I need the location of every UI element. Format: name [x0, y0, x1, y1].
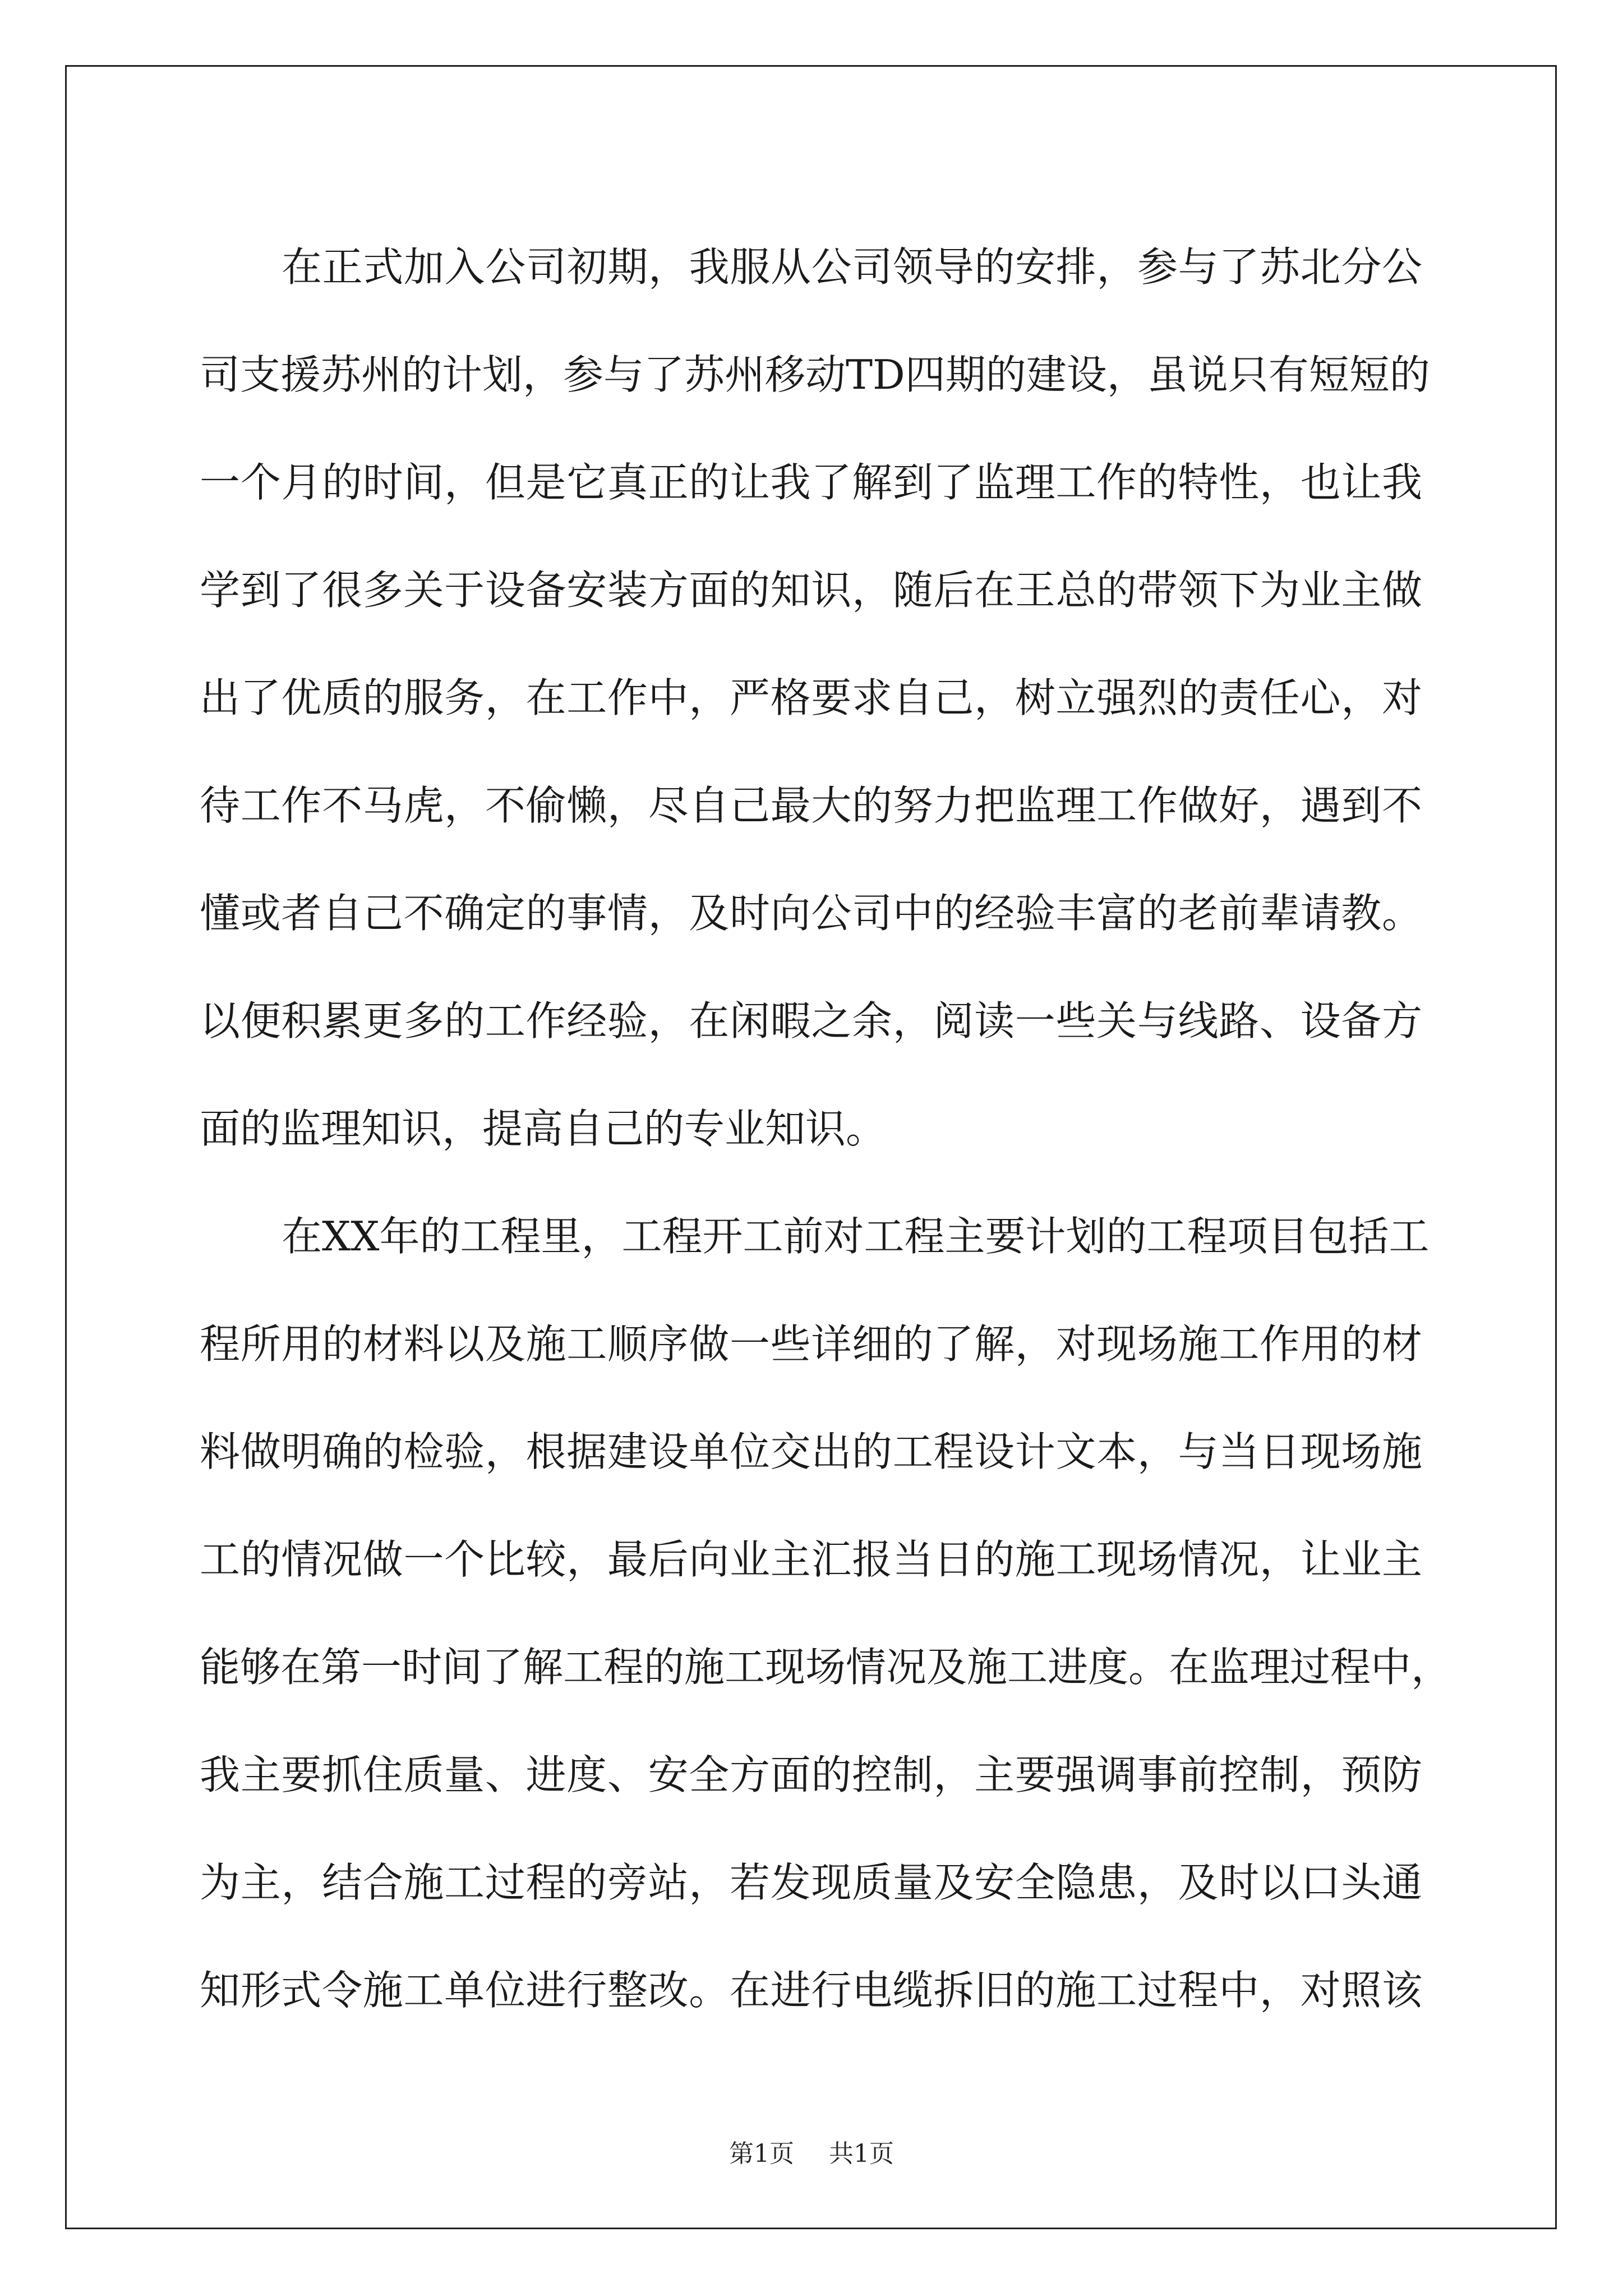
paragraph-1-line-5: 出了优质的服务，在工作中，严格要求自己，树立强烈的责任心，对: [200, 674, 1422, 721]
paragraph-1-line-1: 在正式加入公司初期，我服从公司领导的安排，参与了苏北分公: [282, 243, 1422, 291]
page-footer: [0, 2137, 1623, 2171]
document-body: [200, 213, 1452, 2044]
paragraph-2-line-1: 在XX年的工程里，工程开工前对工程主要计划的工程项目包括工: [282, 1213, 1430, 1260]
paragraph-2-line-4: 工的情况做一个比较，最后向业主汇报当日的施工现场情况，让业主: [200, 1536, 1422, 1583]
paragraph-1-line-3: 一个月的时间，但是它真正的让我了解到了监理工作的特性，也让我: [200, 459, 1422, 506]
paragraph-2-line-2: 程所用的材料以及施工顺序做一些详细的了解，对现场施工作用的材: [200, 1320, 1422, 1368]
page-number-total: 共1页: [829, 2139, 894, 2168]
paragraph-2-line-5: 能够在第一时间了解工程的施工现场情况及施工进度。在监理过程中，: [200, 1644, 1452, 1691]
paragraph-1-line-9: 面的监理知识，提高自己的专业知识。: [200, 1105, 887, 1152]
paragraph-2-line-7: 为主，结合施工过程的旁站，若发现质量及安全隐患，及时以口头通: [200, 1859, 1422, 1906]
paragraph-1-line-4: 学到了很多关于设备安装方面的知识，随后在王总的带领下为业主做: [200, 567, 1422, 614]
page-number-current: 第1页: [729, 2139, 794, 2168]
paragraph-1-line-2: 司支援苏州的计划，参与了苏州移动TD四期的建设，虽说只有短短的: [200, 351, 1430, 398]
paragraph-1-line-8: 以便积累更多的工作经验，在闲暇之余，阅读一些关与线路、设备方: [200, 997, 1422, 1045]
paragraph-1-line-7: 懂或者自己不确定的事情，及时向公司中的经验丰富的老前辈请教。: [200, 890, 1422, 937]
paragraph-2-line-6: 我主要抓住质量、进度、安全方面的控制，主要强调事前控制，预防: [200, 1751, 1422, 1798]
paragraph-1-line-6: 待工作不马虎，不偷懒，尽自己最大的努力把监理工作做好，遇到不: [200, 782, 1422, 829]
paragraph-2-line-3: 料做明确的检验，根据建设单位交出的工程设计文本，与当日现场施: [200, 1428, 1422, 1475]
paragraph-2-line-8: 知形式令施工单位进行整改。在进行电缆拆旧的施工过程中，对照该: [200, 1967, 1422, 2014]
